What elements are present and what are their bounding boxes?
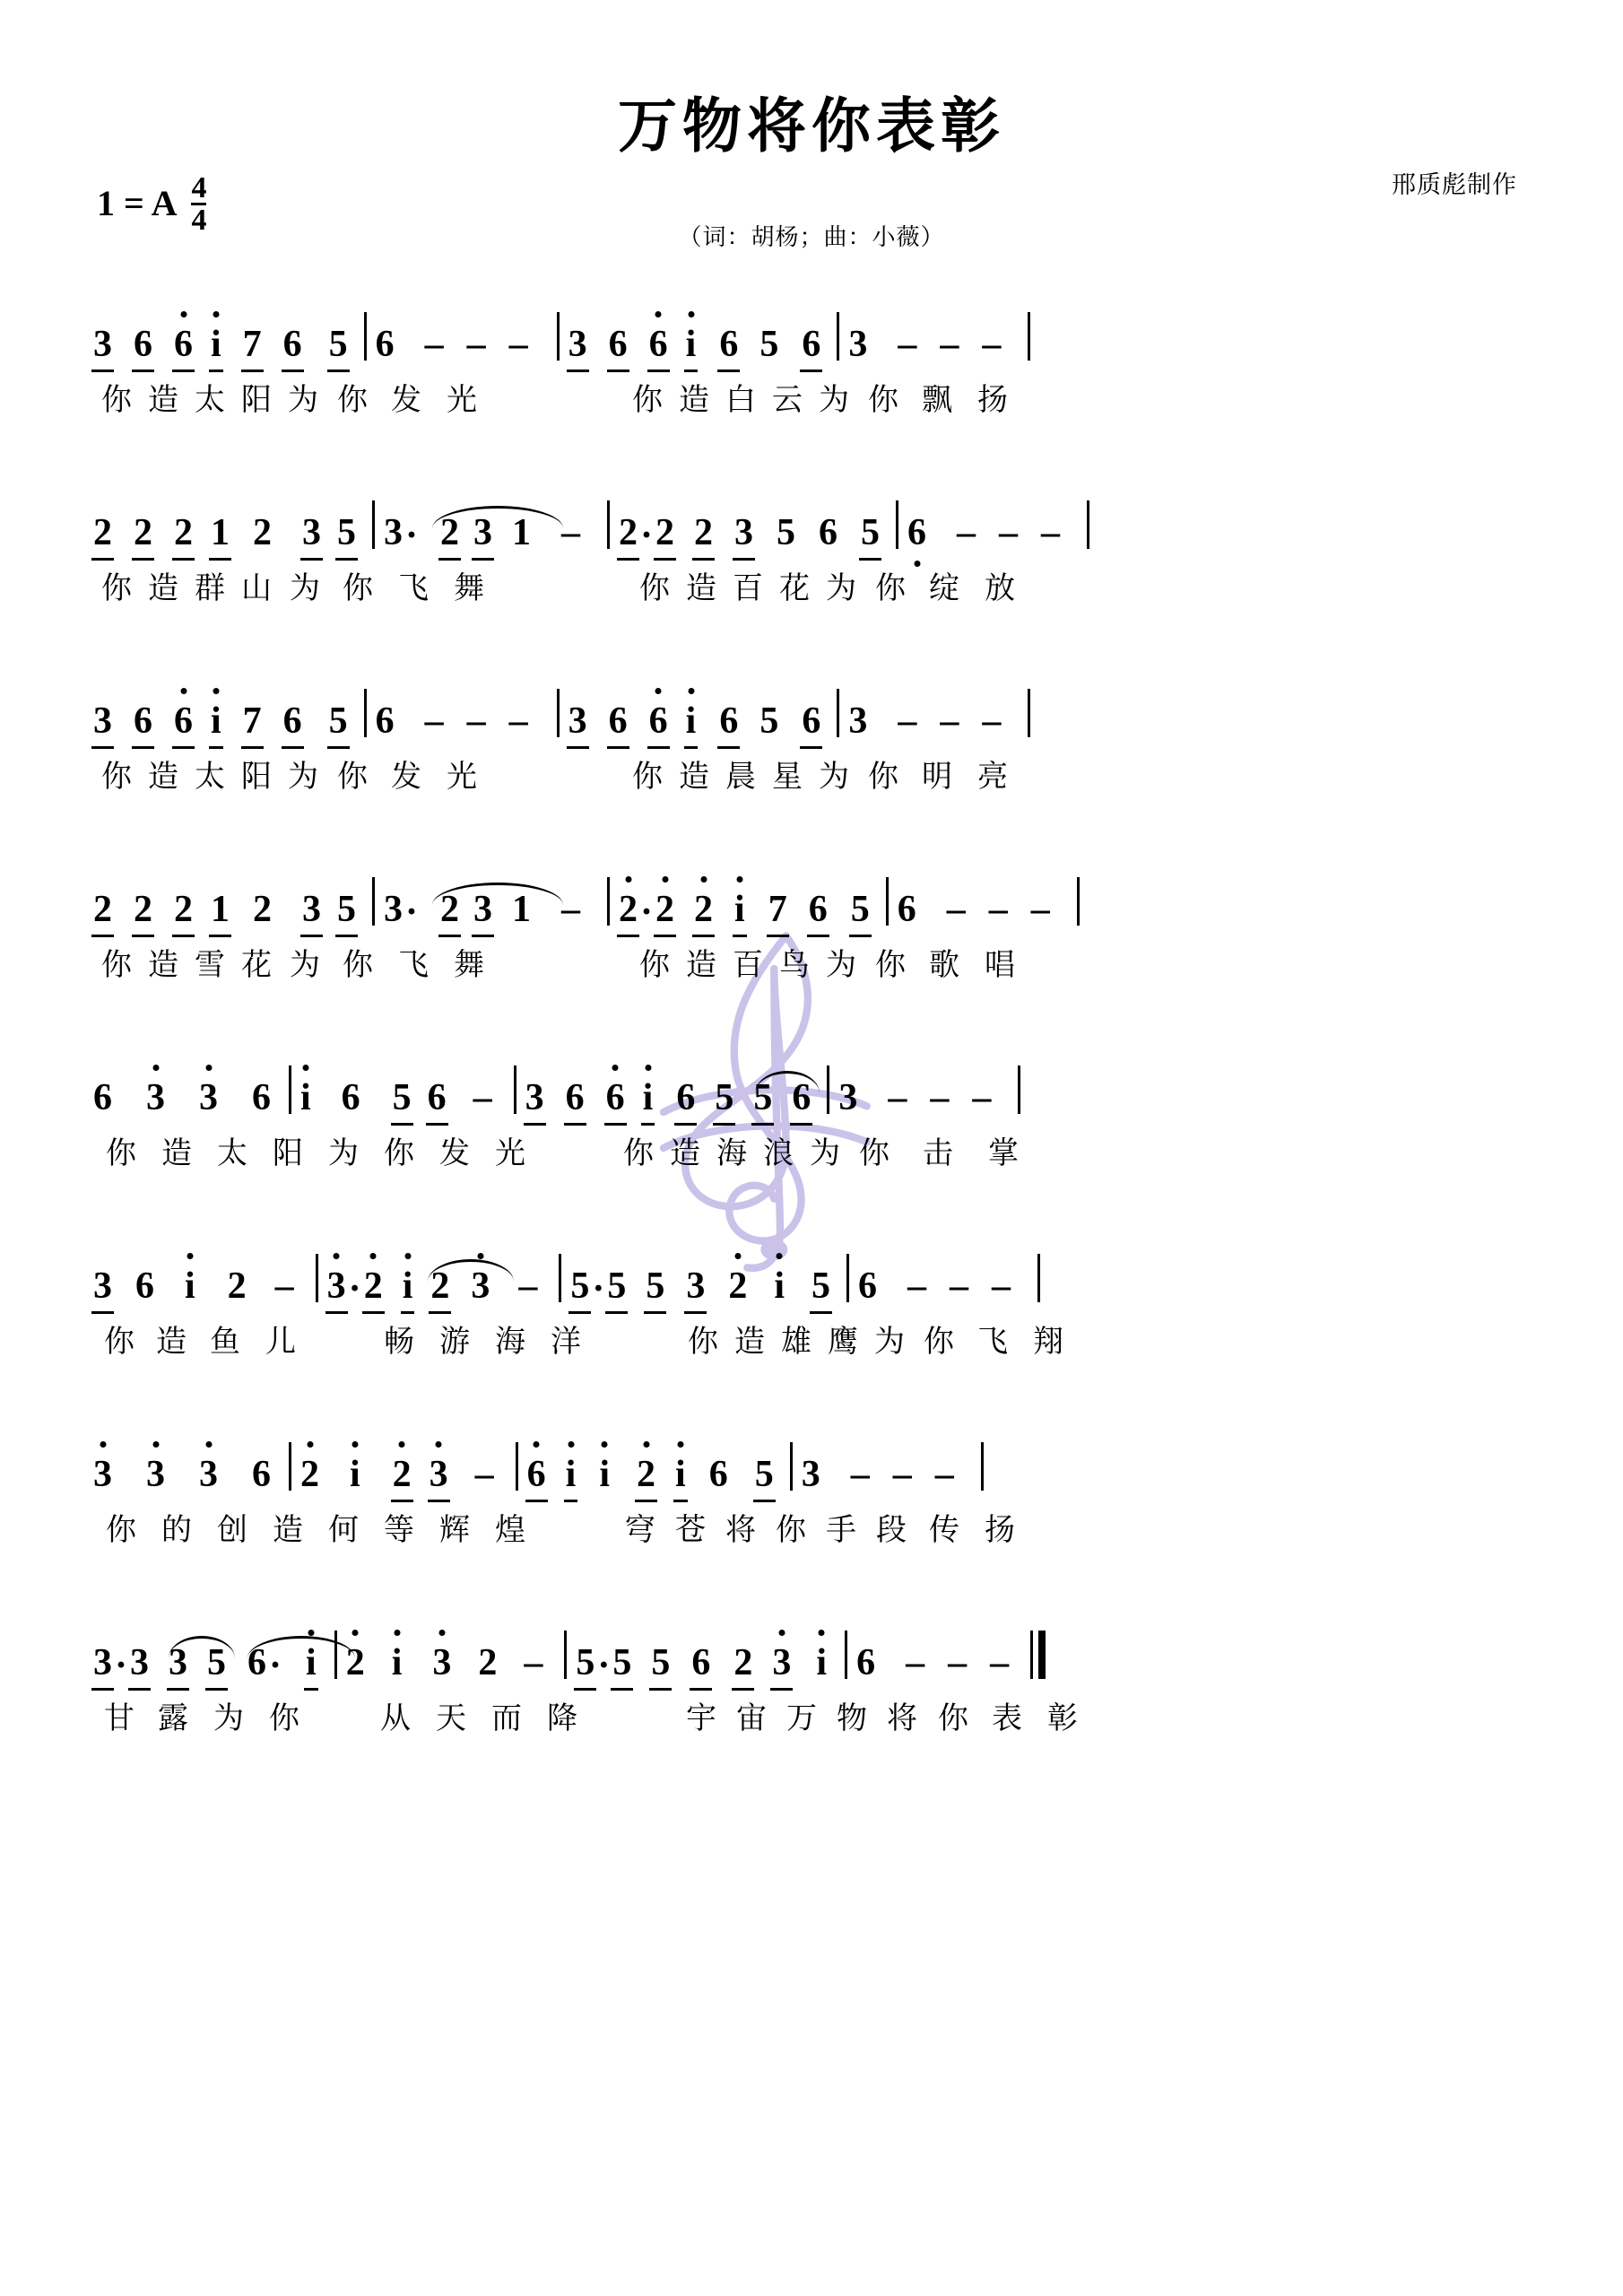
credit-lyricist-composer: （词：胡杨；曲：小薇） xyxy=(678,224,945,251)
lyric-syllable: 太 xyxy=(195,759,225,795)
system-5-notes: 6 3 3 6 i 6 5 6 – 3 6 6 i 6 5 5 6 3 – – – xyxy=(93,1037,1542,1119)
lyric-syllable: 你 xyxy=(868,759,898,795)
lyric-syllable: 你 xyxy=(343,570,373,606)
lyric-syllable: 你 xyxy=(639,947,670,983)
lyric-syllable: 飞 xyxy=(398,570,429,606)
lyric-syllable: 为 xyxy=(819,759,849,795)
lyric-syllable: 海 xyxy=(495,1324,525,1360)
lyric-syllable: 手 xyxy=(826,1512,856,1548)
lyric-syllable: 造 xyxy=(686,570,716,606)
lyric-syllable: 造 xyxy=(679,759,709,795)
lyric-syllable: 你 xyxy=(106,1512,136,1548)
lyric-syllable: 造 xyxy=(148,570,178,606)
lyric-syllable: 山 xyxy=(241,570,272,606)
system-3-notes: 3 6 6 i 7 6 5 6 – – – 3 6 6 i 6 5 6 3 – – – xyxy=(93,660,1542,743)
lyric-syllable: 造 xyxy=(686,947,716,983)
system-5-lyrics xyxy=(93,1128,1542,1182)
lyric-syllable: 传 xyxy=(929,1512,959,1548)
system-1 xyxy=(0,283,1623,472)
lyric-syllable: 甘 xyxy=(104,1700,135,1736)
lyric-syllable: 你 xyxy=(343,947,373,983)
lyric-syllable: 将 xyxy=(887,1700,917,1736)
lyric-syllable: 晨 xyxy=(725,759,756,795)
lyric-syllable: 你 xyxy=(632,382,663,418)
lyric-syllable: 你 xyxy=(938,1700,968,1736)
lyric-syllable: 洋 xyxy=(551,1324,581,1360)
lyric-syllable: 你 xyxy=(101,382,132,418)
credit-producer: 邢质彪制作 xyxy=(1392,171,1517,199)
lyric-syllable: 为 xyxy=(819,382,849,418)
lyric-syllable: 煌 xyxy=(495,1512,525,1548)
lyric-syllable: 你 xyxy=(859,1135,890,1171)
lyric-syllable: 造 xyxy=(734,1324,765,1360)
lyric-syllable: 阳 xyxy=(273,1135,303,1171)
system-6-lyrics xyxy=(93,1317,1542,1370)
lyric-syllable: 为 xyxy=(290,947,320,983)
lyric-syllable: 击 xyxy=(923,1135,953,1171)
lyric-syllable: 表 xyxy=(992,1700,1022,1736)
lyric-syllable: 你 xyxy=(632,759,663,795)
system-1-notes: 3 6 6 i 7 6 5 6 – – – 3 6 6 i 6 5 6 3 – – – xyxy=(93,283,1542,366)
lyric-syllable: 鱼 xyxy=(210,1324,240,1360)
lyric-syllable: 游 xyxy=(439,1324,470,1360)
lyric-syllable: 天 xyxy=(436,1700,466,1736)
system-6-notes: 3 6 i 2 – 3 · 2 i 2 3 – 5 · 5 5 3 2 i 5 6 – – – xyxy=(93,1225,1542,1308)
lyric-syllable: 物 xyxy=(837,1700,867,1736)
lyric-syllable: 将 xyxy=(725,1512,756,1548)
lyric-syllable: 造 xyxy=(148,759,178,795)
lyric-syllable: 你 xyxy=(101,759,132,795)
lyric-syllable: 雄 xyxy=(781,1324,812,1360)
lyric-syllable: 为 xyxy=(213,1700,244,1736)
lyric-syllable: 鹰 xyxy=(828,1324,858,1360)
system-3 xyxy=(0,660,1623,848)
system-8-lyrics xyxy=(93,1693,1542,1747)
lyric-syllable: 光 xyxy=(447,382,477,418)
lyric-syllable: 造 xyxy=(670,1135,700,1171)
lyric-syllable: 翔 xyxy=(1033,1324,1063,1360)
lyric-syllable: 太 xyxy=(217,1135,247,1171)
system-8 xyxy=(0,1602,1623,1790)
lyric-syllable: 你 xyxy=(776,1512,806,1548)
lyric-syllable: 为 xyxy=(874,1324,905,1360)
system-7-lyrics xyxy=(93,1505,1542,1559)
lyric-syllable: 飘 xyxy=(922,382,952,418)
lyric-syllable: 你 xyxy=(104,1324,135,1360)
lyric-syllable: 扬 xyxy=(977,382,1008,418)
lyric-syllable: 为 xyxy=(826,570,856,606)
lyric-syllable: 造 xyxy=(156,1324,187,1360)
lyric-syllable: 辉 xyxy=(439,1512,470,1548)
lyric-syllable: 而 xyxy=(491,1700,522,1736)
lyric-syllable: 你 xyxy=(623,1135,654,1171)
system-2 xyxy=(0,472,1623,660)
system-1-lyrics xyxy=(93,375,1542,429)
lyric-syllable: 露 xyxy=(158,1700,188,1736)
lyric-syllable: 彰 xyxy=(1047,1700,1078,1736)
lyric-syllable: 云 xyxy=(772,382,803,418)
system-2-lyrics xyxy=(93,563,1542,617)
lyric-syllable: 创 xyxy=(217,1512,247,1548)
lyric-syllable: 你 xyxy=(384,1135,414,1171)
lyric-syllable: 为 xyxy=(288,759,318,795)
system-5 xyxy=(0,1037,1623,1225)
lyric-syllable: 等 xyxy=(384,1512,414,1548)
lyric-syllable: 万 xyxy=(786,1700,817,1736)
lyric-syllable: 你 xyxy=(639,570,670,606)
lyric-syllable: 舞 xyxy=(454,947,484,983)
lyric-syllable: 浪 xyxy=(763,1135,794,1171)
lyric-syllable: 扬 xyxy=(985,1512,1015,1548)
lyric-syllable: 白 xyxy=(725,382,756,418)
lyric-syllable: 你 xyxy=(337,382,368,418)
key-signature-label: 1 = A xyxy=(97,182,178,223)
lyric-syllable: 你 xyxy=(106,1135,136,1171)
time-signature-denominator: 4 xyxy=(191,204,207,238)
lyric-syllable: 你 xyxy=(924,1324,954,1360)
lyric-syllable: 飞 xyxy=(977,1324,1008,1360)
lyric-syllable: 唱 xyxy=(985,947,1015,983)
lyric-syllable: 星 xyxy=(772,759,803,795)
lyric-syllable: 为 xyxy=(328,1135,359,1171)
lyric-syllable: 何 xyxy=(328,1512,359,1548)
system-4-lyrics xyxy=(93,940,1542,994)
lyric-syllable: 你 xyxy=(868,382,898,418)
lyric-syllable: 飞 xyxy=(398,947,429,983)
lyric-syllable: 绽 xyxy=(929,570,959,606)
lyric-syllable: 发 xyxy=(391,382,421,418)
lyric-syllable: 百 xyxy=(733,570,763,606)
lyric-syllable: 光 xyxy=(495,1135,525,1171)
lyric-syllable: 穹 xyxy=(625,1512,655,1548)
lyric-syllable: 你 xyxy=(101,947,132,983)
lyric-syllable: 为 xyxy=(290,570,320,606)
lyric-syllable: 造 xyxy=(161,1135,192,1171)
header-row xyxy=(0,156,1623,264)
lyric-syllable: 海 xyxy=(716,1135,747,1171)
lyric-syllable: 从 xyxy=(380,1700,411,1736)
lyric-syllable: 明 xyxy=(922,759,952,795)
music-systems xyxy=(0,283,1623,1790)
lyric-syllable: 的 xyxy=(161,1512,192,1548)
lyric-syllable: 造 xyxy=(679,382,709,418)
lyric-syllable: 宙 xyxy=(736,1700,767,1736)
lyric-syllable: 苍 xyxy=(675,1512,706,1548)
system-4 xyxy=(0,848,1623,1037)
lyric-syllable: 光 xyxy=(447,759,477,795)
lyric-syllable: 畅 xyxy=(384,1324,414,1360)
lyric-syllable: 为 xyxy=(288,382,318,418)
lyric-syllable: 你 xyxy=(269,1700,299,1736)
lyric-syllable: 太 xyxy=(195,382,225,418)
final-barline xyxy=(1030,1631,1046,1679)
lyric-syllable: 你 xyxy=(875,947,906,983)
lyric-syllable: 掌 xyxy=(988,1135,1019,1171)
lyric-syllable: 百 xyxy=(733,947,763,983)
lyric-syllable: 造 xyxy=(148,382,178,418)
time-signature-numerator: 4 xyxy=(191,171,207,204)
lyric-syllable: 阳 xyxy=(241,759,272,795)
lyric-syllable: 放 xyxy=(985,570,1015,606)
lyric-syllable: 花 xyxy=(241,947,272,983)
lyric-syllable: 你 xyxy=(688,1324,718,1360)
lyric-syllable: 为 xyxy=(810,1135,840,1171)
lyric-syllable: 你 xyxy=(337,759,368,795)
lyric-syllable: 鸟 xyxy=(779,947,810,983)
lyric-syllable: 造 xyxy=(148,947,178,983)
lyric-syllable: 发 xyxy=(439,1135,470,1171)
lyric-syllable: 你 xyxy=(101,570,132,606)
lyric-syllable: 为 xyxy=(826,947,856,983)
system-8-notes: 3 · 3 3 5 6 · i 2 i 3 2 – 5 · 5 5 6 2 3 i 6 – – – xyxy=(93,1602,1542,1684)
lyric-syllable: 宇 xyxy=(686,1700,716,1736)
system-4-notes: 2 2 2 1 2 3 5 3 · 2 3 1 – 2 · 2 2 i 7 6 5 6 – – – xyxy=(93,848,1542,931)
lyric-syllable: 舞 xyxy=(454,570,484,606)
system-2-notes: 2 2 2 1 2 3 5 3 · 2 3 1 – 2 · 2 2 3 5 6 5 6 – – – xyxy=(93,472,1542,554)
lyric-syllable: 段 xyxy=(876,1512,907,1548)
lyric-syllable: 群 xyxy=(195,570,225,606)
lyric-syllable: 发 xyxy=(391,759,421,795)
lyric-syllable: 你 xyxy=(875,570,906,606)
lyric-syllable: 阳 xyxy=(241,382,272,418)
lyric-syllable: 歌 xyxy=(929,947,959,983)
lyric-syllable: 降 xyxy=(547,1700,577,1736)
lyric-syllable: 亮 xyxy=(977,759,1008,795)
lyric-syllable: 造 xyxy=(273,1512,303,1548)
system-7 xyxy=(0,1413,1623,1602)
system-3-lyrics xyxy=(93,752,1542,805)
page-title: 万物将你表彰 xyxy=(618,91,1005,161)
lyric-syllable: 雪 xyxy=(195,947,225,983)
lyric-syllable: 儿 xyxy=(265,1324,296,1360)
system-7-notes: 3 3 3 6 2 i 2 3 – 6 i i 2 i 6 5 3 – – – xyxy=(93,1413,1542,1496)
lyric-syllable: 花 xyxy=(779,570,810,606)
system-6 xyxy=(0,1225,1623,1413)
